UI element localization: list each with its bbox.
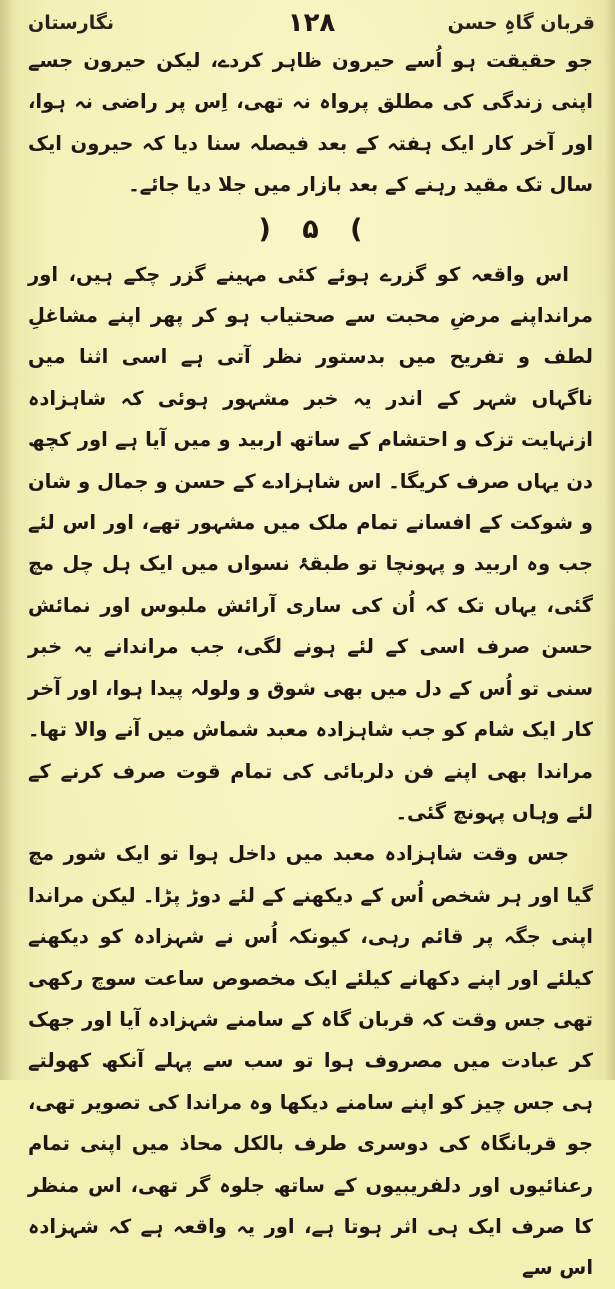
paragraph: اس واقعہ کو گزرے ہوئے کئی مہینے گزر چکے ہیں، اور مرانداپنے مرضِ محبت سے صحتیاب ہو کر پھر اپنے مشاغلِ لطف و تفریح میں بدستور نظر آتی ہے اسی اثنا میں ناگہاں شہر کے اندر یہ خبر مشہور ہوئی کہ شاہزادہ ازنہایت تزک و احتشام کے ساتھ اربید و میں آیا ہے اور کچھ دن یہاں صرف کریگا۔ اس شاہزادے کے حسن و جمال و شان و شوکت کے افسانے تمام ملک میں مشہور تھے، اور اس لئے جب وہ اربید و پہونچا تو طبقۂ نسواں میں ایک ہل چل مچ گئی، یہاں تک کہ اُن کی ساری آرائش ملبوس اور نمائش حسن صرف اسی کے لئے ہونے لگی، جب مراندانے یہ خبر سنی تو اُس کے دل میں بھی شوق و ولولہ پیدا ہوا، اور آخر کار ایک شام کو جب شاہزادہ معبد شماش میں آنے والا تھا۔ مراندا بھی اپنے فن دلربائی کی تمام قوت صرف کرنے کے لئے وہاں پہونچ گئی۔ (28, 262, 593, 824)
section-paren-close: ( (258, 213, 271, 245)
section-paren-open: ) (350, 213, 363, 245)
paragraph: جو حقیقت ہو اُسے حیرون ظاہر کردے، لیکن حیرون جسے اپنی زندگی کی مطلق پرواہ نہ تھی، اِس پر راضی نہ ہوا، اور آخر کار ایک ہفتہ کے بعد فیصلہ سنا دیا کہ حیرون ایک سال تک مقید رہنے کے بعد بازار میں جلا دیا جائے۔ (28, 49, 593, 197)
page-number: ۱۲۸ (287, 8, 336, 38)
section-number: ۵ (302, 213, 319, 245)
section-name: نگارستان (28, 12, 115, 34)
section-heading (28, 208, 593, 252)
page-body (28, 40, 593, 1289)
book-title: قربان گاہِ حسن (447, 12, 595, 34)
running-header (28, 6, 595, 40)
paragraph: جس وقت شاہزادہ معبد میں داخل ہوا تو ایک شور مچ گیا اور ہر شخص اُس کے دیکھنے کے لئے دوڑ پڑا۔ لیکن مراندا اپنی جگہ پر قائم رہی، کیونکہ اُس نے شہزادہ کو دیکھنے کیلئے اور اپنے دکھانے کیلئے ایک مخصوص ساعت سوچ رکھی تھی جس وقت کہ قربان گاہ کے سامنے شہزادہ آیا اور جھک کر عبادت میں مصروف ہوا تو سب سے پہلے آنکھ کھولتے ہی جس چیز کو اپنے سامنے دیکھا وہ مراندا کی تصویر تھی، جو قربانگاہ کی دوسری طرف بالکل محاذ میں اپنی تمام رعنائیوں اور دلفریبیوں کے ساتھ جلوہ گر تھی، اس منظر کا صرف ایک ہی اثر ہوتا ہے، اور یہ واقعہ ہے کہ شہزادہ اس سے (28, 842, 593, 1280)
